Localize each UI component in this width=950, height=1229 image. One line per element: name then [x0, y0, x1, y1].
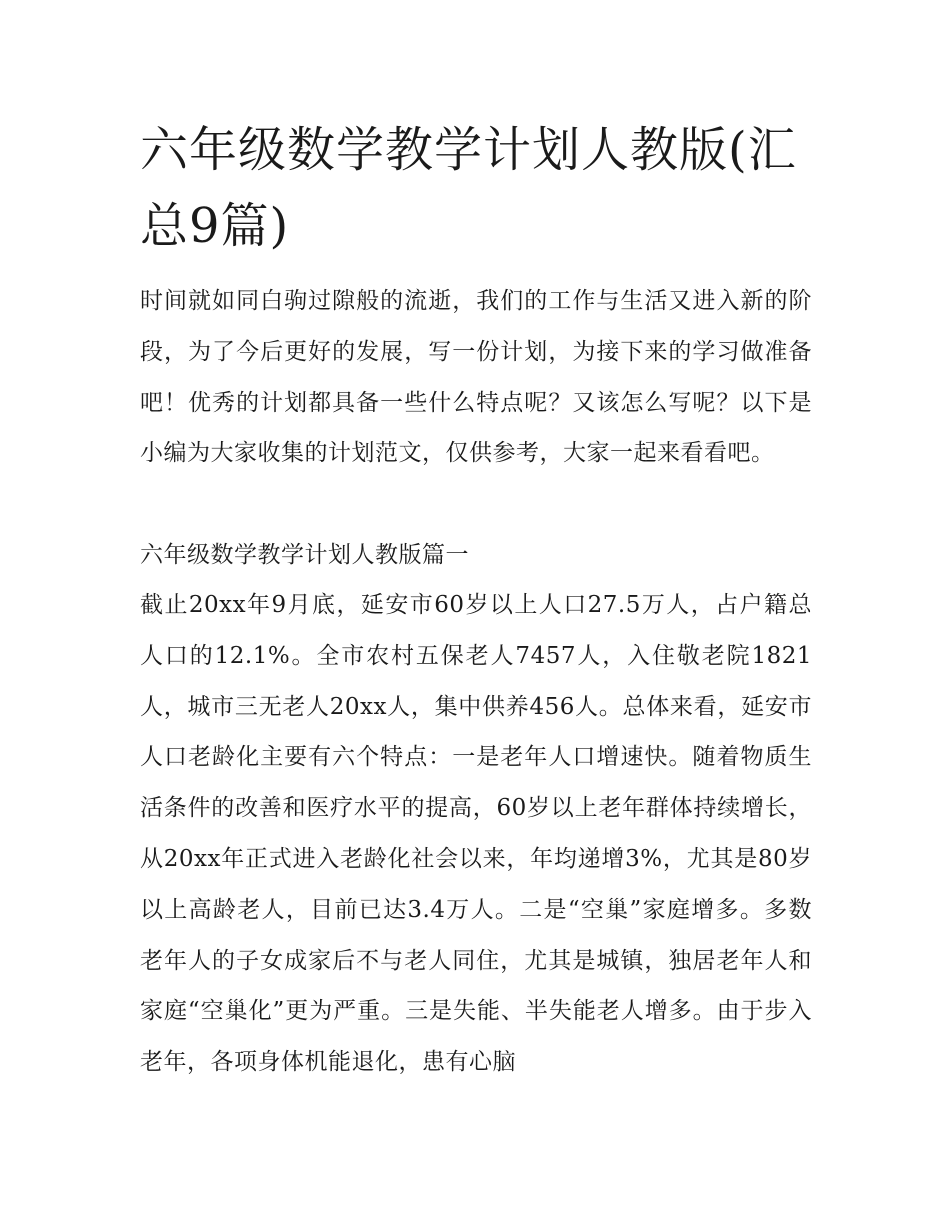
body-paragraph: 截止20xx年9月底，延安市60岁以上人口27.5万人，占户籍总人口的12.1%。全市农村五保老人7457人，入住敬老院1821人，城市三无老人20xx人，集中供养456人。总体来看，延安市人口老龄化主要有六个特点：一是老年人口增速快。随着物质生活条件的改善和医疗水平的提高，60岁以上老年群体持续增长，从20xx年正式进入老龄化社会以来，年均递增3%，尤其是80岁以上高龄老人，目前已达3.4万人。二是“空巢”家庭增多。多数老年人的子女成家后不与老人同住，尤其是城镇，独居老年人和家庭“空巢化”更为严重。三是失能、半失能老人增多。由于步入老年，各项身体机能退化，患有心脑 — [140, 592, 812, 1076]
document-title: 六年级数学教学计划人教版(汇总9篇) — [140, 122, 797, 254]
section-heading: 六年级数学教学计划人教版篇一 — [140, 542, 469, 568]
intro-paragraph: 时间就如同白驹过隙般的流逝，我们的工作与生活又进入新的阶段，为了今后更好的发展，写一份计划，为接下来的学习做准备吧！优秀的计划都具备一些什么特点呢？又该怎么写呢？以下是小编为大家收集的计划范文，仅供参考，大家一起来看看吧。 — [140, 288, 812, 467]
